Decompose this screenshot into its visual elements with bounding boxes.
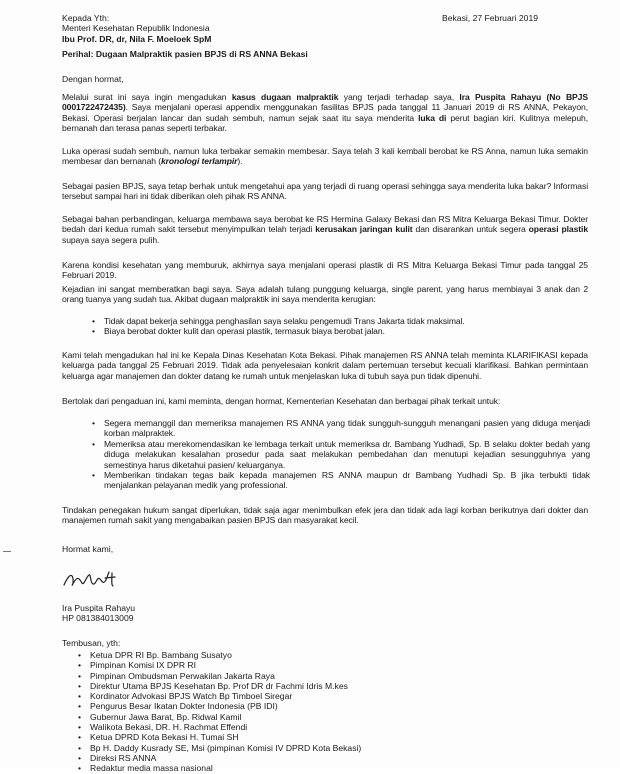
p1-emphasis-case: kasus dugaan malpraktik (231, 92, 339, 102)
recipient-label: Kepada Yth: (62, 13, 110, 23)
paragraph-7: Kami telah mengadukan hal ini ke Kepala Dinas Kesehatan Kota Bekasi. Pihak manajemen RS ANNA telah meminta KLARIFIKASI kepada keluarga pada tanggal 25 Februari 2019. Tidak ada penyelesaian konkrit dalam pertemuan tersebut kecuali klarifikasi. Bahkan permintaan keluarga agar manajemen dan dokter datang ke rumah untuk menjelaskan luka di tubuh saya pun tidak dipenuhi. (62, 350, 588, 381)
p1-text-a: Melalui surat ini saya ingin mengadukan (62, 92, 232, 102)
paragraph-6: Kejadian ini sangat memberatkan bagi saya. Saya adalah tulang punggung keluarga, single parent, yang harus membiayai 3 anak dan 2 orang tuanya yang sudah tua. Akibat dugaan malpraktik ini saya menderita kerugian: (62, 284, 588, 305)
place-date: Bekasi, 27 Februari 2019 (442, 13, 539, 23)
recipient-title: Menteri Kesehatan Republik Indonesia (62, 23, 210, 34)
list-item: • Pimpinan Ombudsman Perwakilan Jakarta Raya (70, 671, 520, 681)
recipient-name: Ibu Prof. DR, dr, Nila F. Moeloek SpM (62, 33, 212, 44)
list-item: • Segera memanggil dan memeriksa manajemen RS ANNA yang tidak sungguh-sungguh menangani pasien yang diduga menjadi korban malpraktek. (90, 418, 590, 439)
p4-emphasis-surgery: operasi plastik (528, 224, 588, 235)
closing: Hormat kami, (62, 544, 114, 554)
signer-name: Ira Puspita Rahayu (62, 603, 136, 613)
paragraph-1 (62, 92, 588, 134)
signer-block (62, 603, 282, 624)
list-item: • Memeriksa atau merekomendasikan ke lembaga terkait untuk memeriksa dr. Bambang Yudhadi, Sp. B selaku dokter bedah yang diduga melakukan kesalahan prosedur pada saat melakukan pembedahan dan menutupi kejadian sesungguhnya yang semestinya harus diketahui pasien/ keluarganya. (90, 439, 590, 470)
p1-emphasis-wound: luka di (418, 112, 447, 123)
cc-list (70, 650, 520, 774)
list-item: • Tidak dapat bekerja sehingga penghasilan saya selaku pengemudi Trans Jakarta tidak maksimal. (90, 316, 590, 326)
scan-edge-mark (3, 551, 11, 552)
paragraph-4 (62, 214, 588, 245)
paragraph-3: Sebagai pasien BPJS, saya tetap berhak untuk mengetahui apa yang terjadi di ruang operasi sehingga saya menderita luka bakar? Informasi tersebut sampai hari ini tidak diberikan oleh pihak RS ANNA. (62, 181, 588, 202)
paragraph-5: Karena kondisi kesehatan yang memburuk, akhirnya saya menjalani operasi plastik di RS Mitra Keluarga Bekasi Timur pada tanggal 25 Februari 2019. (62, 260, 588, 281)
p2-emphasis-chronology: kronologi terlampir (160, 156, 238, 167)
p1-text-e: . Saya menjalani operasi appendix menggunakan fasilitas BPJS pada tanggal 11 Januari 2019 di RS ANNA, Pekayon, Bekasi. Operasi berjalan lancar dan sudah sembuh, namun sejak saat itu saya menderita (62, 102, 588, 123)
list-item: • Ketua DPRD Kota Bekasi H. Tumai SH (70, 732, 520, 742)
signer-phone: HP 081384013009 (62, 613, 134, 624)
list-item: • Pimpinan Komisi IX DPR RI (70, 660, 520, 670)
list-item: • Pengurus Besar Ikatan Dokter Indonesia (PB IDI) (70, 701, 520, 711)
paragraph-9: Tindakan penegakan hukum sangat diperlukan, tidak saja agar menimbulkan efek jera dan tidak ada lagi korban berikutnya dari dokter dan manajemen rumah sakit yang mengabaikan pasien BPJS dan masyarakat kecil. (62, 505, 588, 526)
list-item: • Memberikan tindakan tegas baik kepada manajemen RS ANNA maupun dr Bambang Yudhadi Sp. B jika terbukti tidak menjalankan pelayanan medik yang professional. (90, 470, 590, 491)
losses-list (90, 316, 590, 337)
list-item: • Redaktur media massa nasional (70, 763, 520, 773)
p2-text-c: ). (237, 156, 243, 167)
p1-text-c: yang terjadi terhadap saya, (338, 92, 460, 102)
p1-text-g: perut bagian kiri. Kulitnya melepuh, bernanah dan terasa panas seperti terbakar. (62, 112, 588, 134)
list-item: • Bp H. Daddy Kusrady SE, Msi (pimpinan Komisi IV DPRD Kota Bekasi) (70, 743, 520, 753)
p4-text-c: dan disarankan untuk segera (412, 224, 529, 235)
greeting: Dengan hormat, (62, 74, 124, 84)
list-item: • Direktur Utama BPJS Kesehatan Bp. Prof DR dr Fachmi Idris M.kes (70, 681, 520, 691)
handwritten-signature (60, 564, 130, 594)
cc-label: Tembusan, yth: (62, 638, 121, 648)
list-item: • Kordinator Advokasi BPJS Watch Bp Timboel Siregar (70, 691, 520, 701)
subject-line: Perihal: Dugaan Malpraktik pasien BPJS di RS ANNA Bekasi (62, 49, 308, 59)
p4-text-e: supaya saya segera pulih. (62, 234, 160, 245)
p4-text-a: Sebagai bahan perbandingan, keluarga membawa saya berobat ke RS Hermina Galaxy Bekasi dan RS Mitra Keluarga Bekasi Timur. Dokter bedah dari kedua rumah sakit tersebut menyimpulkan telah terjadi (62, 214, 588, 235)
list-item: • Walikota Bekasi, DR. H. Rachmat Effendi (70, 722, 520, 732)
list-item: • Ketua DPR RI Bp. Bambang Susatyo (70, 650, 520, 660)
list-item: • Biaya berobat dokter kulit dan operasi plastik, termasuk biaya berobat jalan. (90, 326, 590, 336)
list-item: • Gubernur Jawa Barat, Bp. Ridwal Kamil (70, 712, 520, 722)
p2-text-a: Luka operasi sudah sembuh, namun luka terbakar semakin membesar. Saya telah 3 kali kembali berobat ke RS Anna, namun luka semakin membesar dan bernanah ( (62, 146, 588, 167)
requests-list (90, 418, 590, 491)
list-item: • Direksi RS ANNA (70, 753, 520, 763)
paragraph-2 (62, 146, 588, 167)
p4-emphasis-skin: kerusakan jaringan kulit (315, 224, 413, 235)
paragraph-8: Bertolak dari pengaduan ini, kami meminta, dengan hormat, Kementerian Kesehatan dan berbagai pihak terkait untuk: (62, 396, 501, 406)
recipient-block (62, 13, 362, 44)
p1-emphasis-patient: Ira Puspita Rahayu (No BPJS 0001722472435) (62, 92, 588, 113)
